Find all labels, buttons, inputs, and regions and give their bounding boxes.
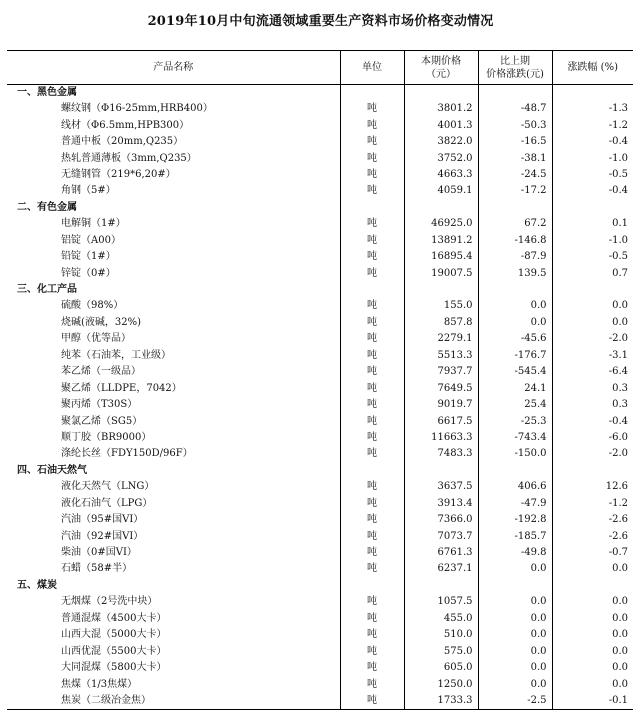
price-cell: 3752.0 — [404, 150, 478, 166]
percent-cell: 0.0 — [552, 315, 633, 331]
percent-cell: -2.6 — [552, 528, 633, 544]
table-row — [7, 397, 633, 413]
change-cell: 139.5 — [478, 265, 552, 281]
category-name: 一、黑色金属 — [17, 87, 77, 98]
price-cell: 4001.3 — [404, 117, 478, 133]
category-unit-cell — [340, 282, 404, 298]
product-name: 铅锭（1#） — [61, 251, 116, 263]
change-cell: -50.3 — [478, 117, 552, 133]
category-percent-cell — [552, 282, 633, 298]
product-name: 顺丁胶（BR9000） — [61, 431, 152, 443]
price-cell: 11663.3 — [404, 430, 478, 446]
product-name: 石蜡（58#半） — [61, 563, 133, 575]
category-row — [7, 578, 633, 594]
product-name: 液化天然气（LNG） — [61, 481, 155, 493]
table-row — [7, 561, 633, 577]
price-cell: 7937.7 — [404, 364, 478, 380]
percent-cell: -0.4 — [552, 183, 633, 199]
price-cell: 6617.5 — [404, 413, 478, 429]
unit-cell: 吨 — [340, 528, 404, 544]
product-name: 山西大混（5000大卡） — [61, 629, 167, 641]
unit-cell: 吨 — [340, 413, 404, 429]
unit-cell: 吨 — [340, 101, 404, 117]
category-percent-cell — [552, 463, 633, 479]
change-cell: -16.5 — [478, 134, 552, 150]
price-cell: 1733.3 — [404, 693, 478, 710]
unit-cell: 吨 — [340, 430, 404, 446]
table-row — [7, 117, 633, 133]
product-name: 苯乙烯（一级品） — [61, 366, 141, 378]
product-name: 甲醇（优等品） — [61, 333, 131, 345]
price-cell: 510.0 — [404, 627, 478, 643]
unit-cell: 吨 — [340, 561, 404, 577]
percent-cell: -1.3 — [552, 101, 633, 117]
table-row — [7, 479, 633, 495]
change-cell: 0.0 — [478, 594, 552, 610]
product-name: 聚氯乙烯（SG5） — [61, 415, 143, 427]
price-cell: 605.0 — [404, 660, 478, 676]
unit-cell: 吨 — [340, 134, 404, 150]
table-row — [7, 233, 633, 249]
product-name: 汽油（92#国VI） — [61, 530, 144, 542]
price-cell: 3801.2 — [404, 101, 478, 117]
change-cell: -146.8 — [478, 233, 552, 249]
category-row — [7, 282, 633, 298]
product-name: 烧碱(液碱，32%) — [61, 316, 142, 328]
change-cell: -150.0 — [478, 446, 552, 462]
category-name: 二、有色金属 — [17, 201, 77, 213]
table-row — [7, 430, 633, 446]
price-cell: 4663.3 — [404, 167, 478, 183]
table-row — [7, 627, 633, 643]
product-name: 液化石油气（LPG） — [61, 497, 153, 509]
unit-cell: 吨 — [340, 479, 404, 495]
change-cell: -2.5 — [478, 693, 552, 710]
unit-cell: 吨 — [340, 627, 404, 643]
unit-cell: 吨 — [340, 298, 404, 314]
unit-cell: 吨 — [340, 643, 404, 659]
percent-cell: 0.0 — [552, 561, 633, 577]
product-name: 无缝钢管（219*6,20#） — [61, 168, 176, 180]
change-cell: 67.2 — [478, 216, 552, 232]
product-name: 普通中板（20mm,Q235） — [61, 136, 184, 148]
percent-cell: -1.0 — [552, 233, 633, 249]
unit-cell: 吨 — [340, 167, 404, 183]
category-unit-cell — [340, 463, 404, 479]
price-cell: 575.0 — [404, 643, 478, 659]
unit-cell: 吨 — [340, 216, 404, 232]
header-price-line2: （元） — [426, 68, 456, 80]
price-cell: 13891.2 — [404, 233, 478, 249]
change-cell: 0.0 — [478, 315, 552, 331]
category-percent-cell — [552, 200, 633, 216]
table-row — [7, 348, 633, 364]
unit-cell: 吨 — [340, 364, 404, 380]
table-row — [7, 512, 633, 528]
product-name: 焦炭（二级冶金焦） — [7, 693, 340, 710]
category-unit-cell — [340, 200, 404, 216]
percent-cell: -6.0 — [552, 430, 633, 446]
price-cell: 857.8 — [404, 315, 478, 331]
change-cell: -25.3 — [478, 413, 552, 429]
unit-cell: 吨 — [340, 512, 404, 528]
table-row — [7, 150, 633, 166]
price-cell: 155.0 — [404, 298, 478, 314]
table-row — [7, 364, 633, 380]
change-cell: -192.8 — [478, 512, 552, 528]
table-row — [7, 611, 633, 627]
percent-cell: 0.0 — [552, 627, 633, 643]
price-cell: 3822.0 — [404, 134, 478, 150]
unit-cell: 吨 — [340, 676, 404, 692]
price-table — [7, 50, 633, 710]
price-cell: 7073.7 — [404, 528, 478, 544]
change-cell: 0.0 — [478, 660, 552, 676]
unit-cell: 吨 — [340, 594, 404, 610]
category-row — [7, 200, 633, 216]
product-name: 柴油（0#国VI） — [61, 547, 137, 559]
product-name: 铝锭（A00） — [61, 234, 121, 246]
table-row — [7, 594, 633, 610]
change-cell: -17.2 — [478, 183, 552, 199]
price-cell: 1057.5 — [404, 594, 478, 610]
category-name: 五、煤炭 — [17, 579, 57, 591]
product-name: 纯苯（石油苯，工业级） — [61, 349, 171, 361]
percent-cell: 12.6 — [552, 479, 633, 495]
price-cell: 4059.1 — [404, 183, 478, 199]
product-name: 大同混煤（5800大卡） — [61, 662, 167, 674]
unit-cell: 吨 — [340, 660, 404, 676]
table-row — [7, 676, 633, 692]
unit-cell: 吨 — [340, 446, 404, 462]
table-row — [7, 249, 633, 265]
change-cell: 0.0 — [478, 561, 552, 577]
unit-cell: 吨 — [340, 249, 404, 265]
unit-cell: 吨 — [340, 611, 404, 627]
table-row — [7, 528, 633, 544]
category-price-cell — [404, 463, 478, 479]
price-cell: 7649.5 — [404, 380, 478, 396]
price-cell: 455.0 — [404, 611, 478, 627]
price-cell: 2279.1 — [404, 331, 478, 347]
percent-cell: -0.4 — [552, 413, 633, 429]
change-cell: -49.8 — [478, 545, 552, 561]
change-cell: -176.7 — [478, 348, 552, 364]
percent-cell: 0.0 — [552, 298, 633, 314]
change-cell: -24.5 — [478, 167, 552, 183]
unit-cell: 吨 — [340, 693, 404, 710]
category-row — [7, 85, 633, 102]
header-change-line1: 比上期 — [500, 55, 530, 67]
category-percent-cell — [552, 85, 633, 102]
table-body — [7, 85, 633, 710]
unit-cell: 吨 — [340, 183, 404, 199]
category-name: 四、石油天然气 — [17, 464, 87, 476]
table-header — [7, 51, 633, 85]
table-row — [7, 446, 633, 462]
table-row — [7, 660, 633, 676]
change-cell: 0.0 — [478, 676, 552, 692]
percent-cell: 0.0 — [552, 643, 633, 659]
change-cell: -185.7 — [478, 528, 552, 544]
change-cell: 24.1 — [478, 380, 552, 396]
unit-cell: 吨 — [340, 233, 404, 249]
category-change-cell — [478, 578, 552, 594]
percent-cell: -2.6 — [552, 512, 633, 528]
percent-cell: -0.7 — [552, 545, 633, 561]
product-name: 汽油（95#国VI） — [61, 514, 144, 526]
change-cell: 0.0 — [478, 298, 552, 314]
percent-cell: 0.7 — [552, 265, 633, 281]
percent-cell: 0.3 — [552, 380, 633, 396]
category-price-cell — [404, 578, 478, 594]
change-cell: -47.9 — [478, 496, 552, 512]
category-unit-cell — [340, 85, 404, 102]
price-cell: 7366.0 — [404, 512, 478, 528]
category-change-cell — [478, 85, 552, 102]
table-row — [7, 265, 633, 281]
header-price-line1: 本期价格 — [421, 55, 461, 67]
table-row — [7, 315, 633, 331]
table-row — [7, 134, 633, 150]
table-row — [7, 331, 633, 347]
product-name: 无烟煤（2号洗中块） — [61, 596, 158, 608]
percent-cell: 0.0 — [552, 594, 633, 610]
change-cell: -48.7 — [478, 101, 552, 117]
category-price-cell — [404, 85, 478, 102]
change-cell: -743.4 — [478, 430, 552, 446]
unit-cell: 吨 — [340, 348, 404, 364]
percent-cell: -6.4 — [552, 364, 633, 380]
product-name: 线材（Φ6.5mm,HPB300） — [61, 119, 190, 131]
category-percent-cell — [552, 578, 633, 594]
price-cell: 3913.4 — [404, 496, 478, 512]
product-name: 螺纹钢（Φ16-25mm,HRB400） — [61, 103, 213, 115]
percent-cell: -2.0 — [552, 446, 633, 462]
page-title: 2019年10月中旬流通领域重要生产资料市场价格变动情况 — [147, 14, 494, 29]
table-row — [7, 413, 633, 429]
table-row — [7, 380, 633, 396]
unit-cell: 吨 — [340, 265, 404, 281]
change-cell: 0.0 — [478, 611, 552, 627]
header-percent: 涨跌幅 (%) — [552, 51, 633, 85]
category-change-cell — [478, 200, 552, 216]
category-price-cell — [404, 200, 478, 216]
percent-cell: -1.2 — [552, 496, 633, 512]
product-name: 聚丙烯（T30S） — [61, 399, 138, 411]
unit-cell: 吨 — [340, 545, 404, 561]
unit-cell: 吨 — [340, 496, 404, 512]
percent-cell: -1.0 — [552, 150, 633, 166]
header-price — [404, 51, 478, 85]
percent-cell: -0.5 — [552, 167, 633, 183]
percent-cell: -0.4 — [552, 134, 633, 150]
percent-cell: -1.2 — [552, 117, 633, 133]
percent-cell: 0.0 — [552, 660, 633, 676]
price-cell: 46925.0 — [404, 216, 478, 232]
percent-cell: 0.3 — [552, 397, 633, 413]
product-name: 锌锭（0#） — [61, 267, 116, 279]
product-name: 热轧普通薄板（3mm,Q235） — [61, 152, 197, 164]
unit-cell: 吨 — [340, 117, 404, 133]
percent-cell: 0.0 — [552, 676, 633, 692]
table-row — [7, 545, 633, 561]
table-row — [7, 693, 633, 710]
table-row — [7, 183, 633, 199]
category-name: 三、化工产品 — [17, 284, 77, 296]
category-price-cell — [404, 282, 478, 298]
percent-cell: -0.5 — [552, 249, 633, 265]
percent-cell: -3.1 — [552, 348, 633, 364]
product-name: 电解铜（1#） — [61, 218, 126, 230]
category-row — [7, 463, 633, 479]
change-cell: 406.6 — [478, 479, 552, 495]
category-unit-cell — [340, 578, 404, 594]
product-name: 焦煤（1/3焦煤） — [61, 678, 138, 690]
product-name: 山西优混（5500大卡） — [61, 645, 167, 657]
unit-cell: 吨 — [340, 380, 404, 396]
change-cell: 0.0 — [478, 643, 552, 659]
header-unit: 单位 — [340, 51, 404, 85]
change-cell: 25.4 — [478, 397, 552, 413]
price-cell: 16895.4 — [404, 249, 478, 265]
header-product-name: 产品名称 — [7, 51, 340, 85]
change-cell: 0.0 — [478, 627, 552, 643]
price-cell: 9019.7 — [404, 397, 478, 413]
change-cell: -87.9 — [478, 249, 552, 265]
percent-cell: 0.0 — [552, 611, 633, 627]
unit-cell: 吨 — [340, 331, 404, 347]
change-cell: -38.1 — [478, 150, 552, 166]
table-row — [7, 167, 633, 183]
price-cell: 5513.3 — [404, 348, 478, 364]
price-cell: 19007.5 — [404, 265, 478, 281]
table-row — [7, 101, 633, 117]
product-name: 角钢（5#） — [61, 185, 116, 197]
product-name: 涤纶长丝（FDY150D/96F） — [61, 448, 193, 460]
price-cell: 6761.3 — [404, 545, 478, 561]
price-cell: 3637.5 — [404, 479, 478, 495]
percent-cell: -2.0 — [552, 331, 633, 347]
percent-cell: 0.1 — [552, 216, 633, 232]
price-cell: 7483.3 — [404, 446, 478, 462]
table-row — [7, 298, 633, 314]
table-row — [7, 216, 633, 232]
change-cell: -545.4 — [478, 364, 552, 380]
table-row — [7, 496, 633, 512]
unit-cell: 吨 — [340, 315, 404, 331]
price-cell: 6237.1 — [404, 561, 478, 577]
unit-cell: 吨 — [340, 150, 404, 166]
percent-cell: -0.1 — [552, 693, 633, 710]
unit-cell: 吨 — [340, 397, 404, 413]
category-change-cell — [478, 282, 552, 298]
product-name: 硫酸（98%） — [61, 300, 124, 312]
header-change — [478, 51, 552, 85]
change-cell: -45.6 — [478, 331, 552, 347]
category-change-cell — [478, 463, 552, 479]
table-row — [7, 643, 633, 659]
price-cell: 1250.0 — [404, 676, 478, 692]
product-name: 普通混煤（4500大卡） — [61, 612, 167, 624]
product-name: 聚乙烯（LLDPE，7042） — [61, 382, 182, 394]
header-change-line2: 价格涨跌(元) — [486, 68, 544, 80]
